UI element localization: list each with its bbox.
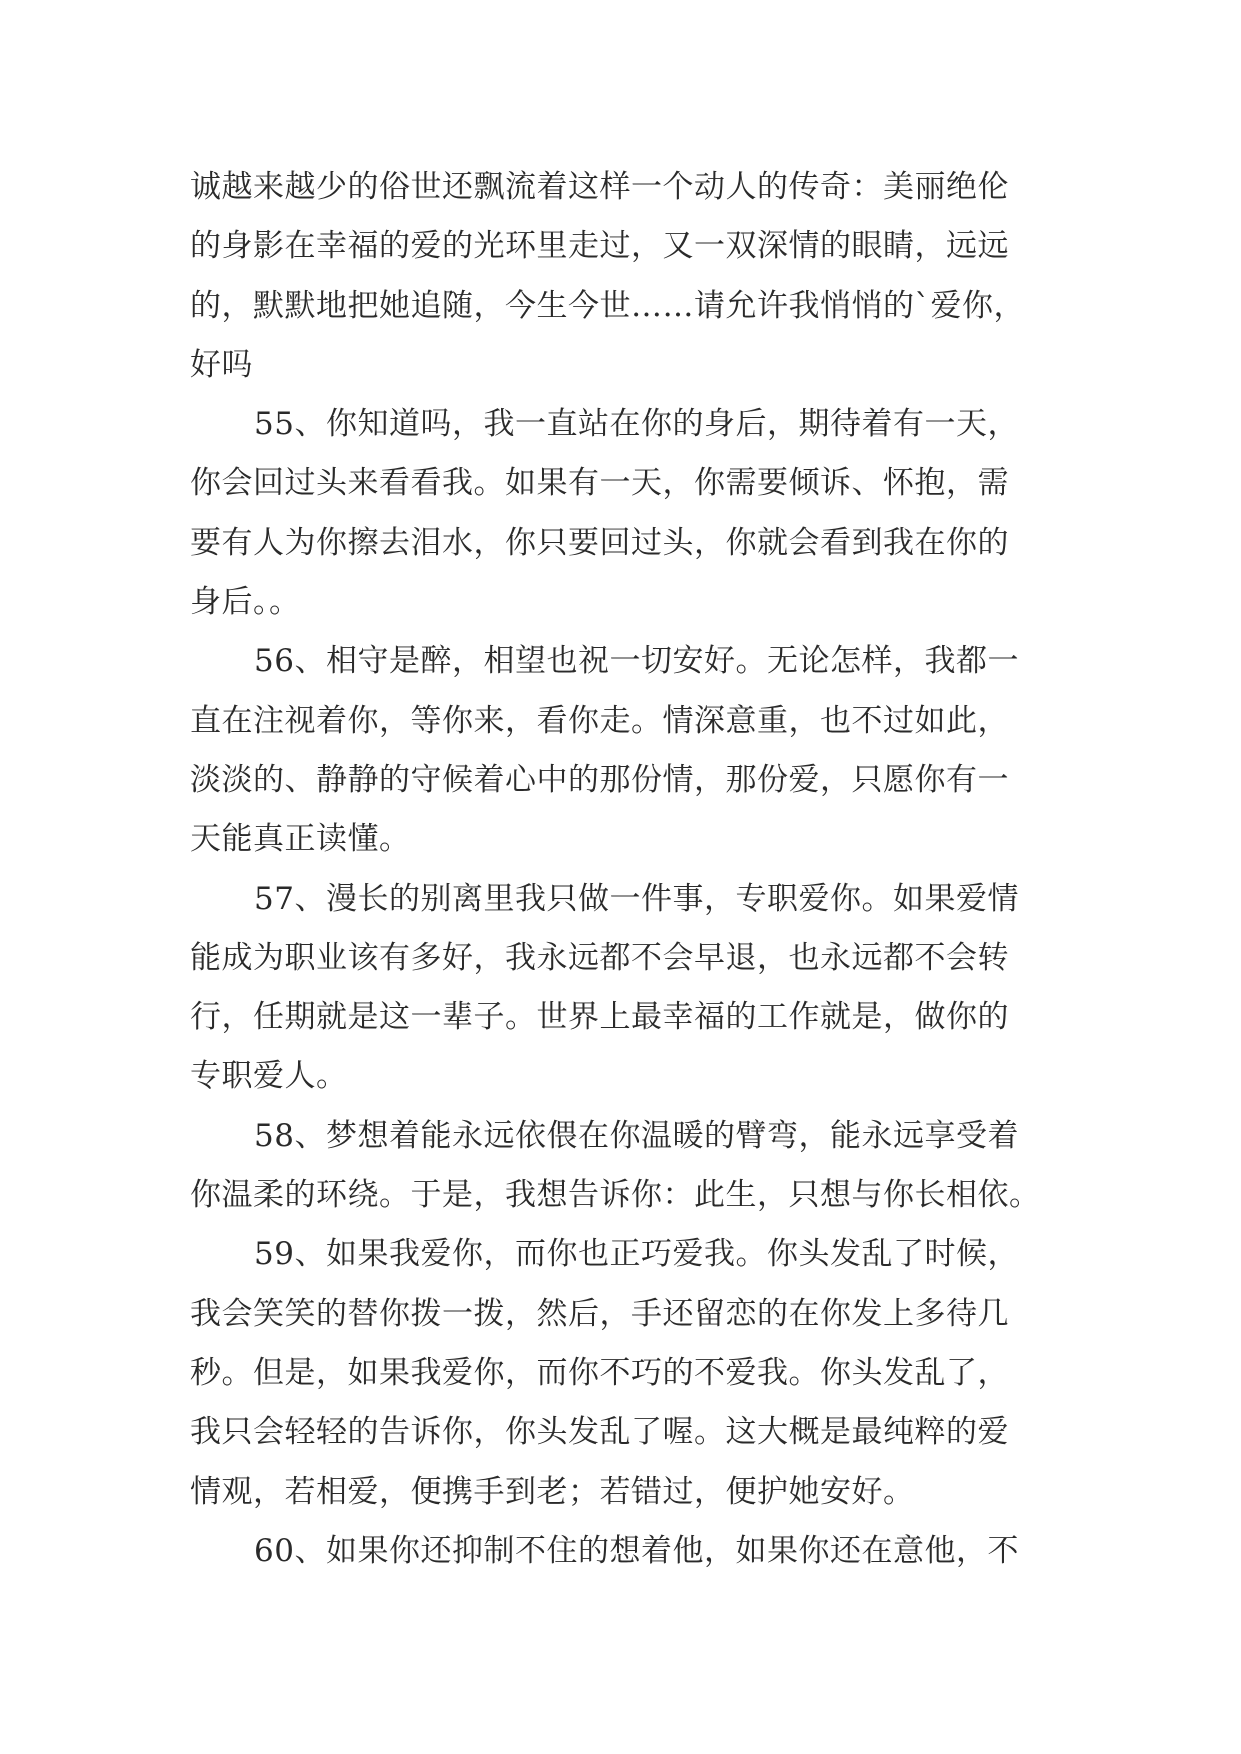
text-line: 诚越来越少的俗世还飘流着这样一个动人的传奇：美丽绝伦 [190,169,1009,205]
text-line: 你会回过头来看看我。如果有一天，你需要倾诉、怀抱，需 [190,465,1009,502]
text-line: 直在注视着你，等你来，看你走。情深意重，也不过如此， [190,702,1009,739]
paragraph-60-first-line: 60、如果你还抑制不住的想着他，如果你还在意他，不 [254,1532,1019,1569]
text-line: 要有人为你擦去泪水，你只要回过头，你就会看到我在你的 [190,524,1009,561]
paragraph-58-first-line: 58、梦想着能永远依偎在你温暖的臂弯，能永远享受着 [254,1117,1019,1154]
text-line: 的身影在幸福的爱的光环里走过，又一双深情的眼睛，远远 [190,228,1009,265]
paragraph-55-first-line: 55、你知道吗，我一直站在你的身后，期待着有一天， [254,406,1019,443]
text-line: 的，默默地把她追随，今生今世……请允许我悄悄的`爱你， [190,287,1025,324]
text-line: 身后。。 [190,584,301,621]
text-line: 好吗 [190,346,253,383]
paragraph-56-first-line: 56、相守是醉，相望也祝一切安好。无论怎样，我都一 [254,643,1019,680]
text-line: 我只会轻轻的告诉你，你头发乱了喔。这大概是最纯粹的爱 [190,1414,1009,1451]
text-line: 天能真正读懂。 [190,821,411,858]
text-line: 淡淡的、静静的守候着心中的那份情，那份爱，只愿你有一 [190,761,1009,798]
text-line: 我会笑笑的替你拨一拨，然后，手还留恋的在你发上多待几 [190,1295,1009,1332]
text-line: 你温柔的环绕。于是，我想告诉你：此生，只想与你长相依。 [190,1177,1041,1214]
paragraph-59-first-line: 59、如果我爱你，而你也正巧爱我。你头发乱了时候， [254,1236,1019,1273]
text-line: 情观，若相爱，便携手到老；若错过，便护她安好。 [190,1473,915,1510]
text-line: 专职爱人。 [190,1058,348,1095]
document-body [190,158,1070,1581]
text-line: 行，任期就是这一辈子。世界上最幸福的工作就是，做你的 [190,999,1009,1036]
paragraph-57-first-line: 57、漫长的别离里我只做一件事，专职爱你。如果爱情 [254,880,1019,917]
text-line: 秒。但是，如果我爱你，而你不巧的不爱我。你头发乱了， [190,1354,1009,1391]
text-line: 能成为职业该有多好，我永远都不会早退，也永远都不会转 [190,939,1009,976]
